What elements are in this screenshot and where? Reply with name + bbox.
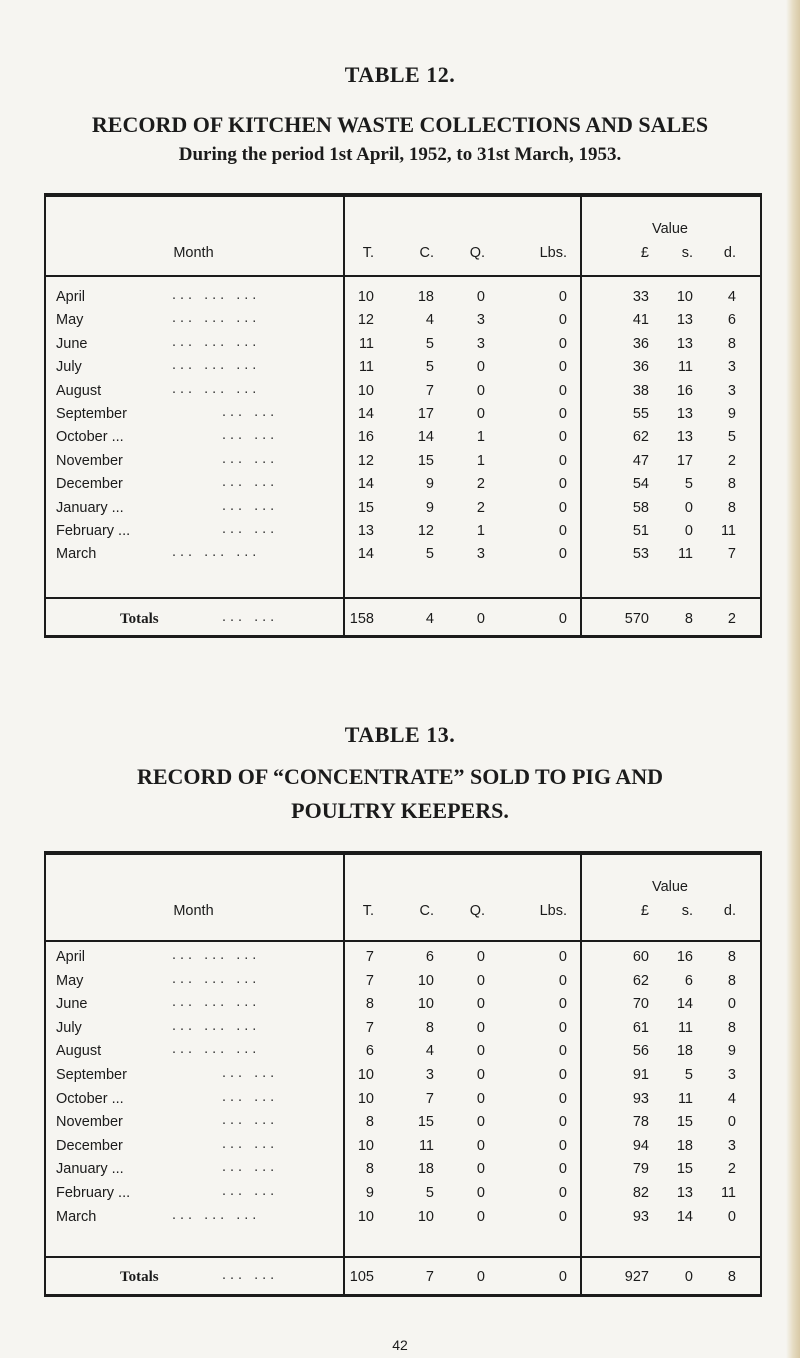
leader-dots: ... ... xyxy=(222,1135,279,1152)
leader-dots: ... ... ... xyxy=(172,970,261,987)
lbs-cell: 0 xyxy=(558,1043,567,1060)
top-rule xyxy=(44,193,762,197)
bottom-rule xyxy=(44,635,762,638)
s-cell: 6 xyxy=(684,972,693,989)
d-cell: 11 xyxy=(720,523,736,539)
totals-d: 2 xyxy=(727,611,736,627)
t-cell: 10 xyxy=(357,1208,374,1225)
pounds-cell: 53 xyxy=(632,546,649,563)
c-cell: 5 xyxy=(425,546,434,563)
leader-dots: ... ... xyxy=(222,1159,279,1176)
t-cell: 12 xyxy=(357,452,374,469)
pounds-cell: 61 xyxy=(632,1019,649,1036)
d-cell: 7 xyxy=(727,546,736,563)
c-cell: 7 xyxy=(425,382,434,399)
header-rule xyxy=(44,275,762,277)
c-cell: 9 xyxy=(425,499,434,516)
month-cell: July xyxy=(56,1019,82,1036)
d-cell: 4 xyxy=(727,289,736,305)
lbs-cell: 0 xyxy=(558,499,567,516)
table12-title: RECORD OF KITCHEN WASTE COLLECTIONS AND SALES xyxy=(91,112,709,137)
c-header: C. xyxy=(419,245,434,261)
q-cell: 0 xyxy=(476,1161,485,1178)
t-cell: 8 xyxy=(365,996,374,1013)
c-cell: 4 xyxy=(425,1043,434,1060)
pounds-cell: 62 xyxy=(632,972,649,989)
s-cell: 16 xyxy=(676,949,693,965)
totals-pounds: 927 xyxy=(624,1269,649,1285)
c-cell: 10 xyxy=(417,1208,434,1225)
c-cell: 8 xyxy=(425,1019,434,1036)
c-cell: 10 xyxy=(417,972,434,989)
d-cell: 3 xyxy=(727,1067,736,1083)
q-cell: 3 xyxy=(476,335,485,352)
leader-dots: ... ... ... xyxy=(172,333,261,350)
s-cell: 18 xyxy=(676,1137,693,1154)
d-cell: 8 xyxy=(727,476,736,493)
lbs-header: Lbs. xyxy=(539,903,567,919)
q-cell: 0 xyxy=(476,972,485,989)
lbs-cell: 0 xyxy=(558,312,567,329)
pounds-cell: 93 xyxy=(632,1208,649,1225)
d-header: d. xyxy=(723,903,736,919)
lbs-cell: 0 xyxy=(558,1137,567,1154)
month-cell: November xyxy=(56,452,123,469)
t-cell: 6 xyxy=(365,1043,374,1060)
d-cell: 4 xyxy=(727,1090,736,1107)
d-cell: 11 xyxy=(720,1185,736,1201)
q-cell: 0 xyxy=(476,1114,485,1131)
s-cell: 5 xyxy=(684,476,693,493)
totals-s: 8 xyxy=(684,611,693,627)
t-cell: 14 xyxy=(357,476,374,493)
table13 xyxy=(44,851,762,1331)
c-cell: 15 xyxy=(417,1114,434,1131)
leader-dots: ... ... ... xyxy=(172,1041,261,1058)
c-cell: 5 xyxy=(425,359,434,376)
month-header: Month xyxy=(173,903,214,919)
pounds-cell: 55 xyxy=(632,406,649,422)
d-cell: 8 xyxy=(727,499,736,516)
s-cell: 11 xyxy=(677,546,693,563)
pounds-cell: 94 xyxy=(632,1137,649,1154)
leader-dots: ... ... ... xyxy=(172,380,261,397)
header-rule xyxy=(44,940,762,942)
q-cell: 0 xyxy=(476,382,485,399)
c-cell: 18 xyxy=(417,1161,434,1178)
table12 xyxy=(44,193,762,638)
lbs-cell: 0 xyxy=(558,452,567,469)
lbs-cell: 0 xyxy=(558,523,567,539)
s-cell: 15 xyxy=(676,1114,693,1131)
d-cell: 2 xyxy=(727,1161,736,1178)
s-cell: 5 xyxy=(684,1067,693,1083)
table13-title-line1: RECORD OF “CONCENTRATE” SOLD TO PIG AND xyxy=(136,764,664,789)
d-cell: 3 xyxy=(727,1137,736,1154)
c-cell: 7 xyxy=(425,1090,434,1107)
leader-dots: ... ... xyxy=(222,404,279,420)
c-cell: 3 xyxy=(425,1067,434,1083)
t-cell: 8 xyxy=(365,1161,374,1178)
q-header: Q. xyxy=(469,245,485,261)
leader-dots: ... ... xyxy=(222,1088,279,1105)
leader-dots: ... ... xyxy=(222,450,279,467)
totals-lbs: 0 xyxy=(558,611,567,627)
month-cell: November xyxy=(56,1114,123,1131)
q-cell: 3 xyxy=(476,546,485,563)
c-cell: 10 xyxy=(417,996,434,1013)
c-cell: 9 xyxy=(425,476,434,493)
t-cell: 10 xyxy=(357,289,374,305)
s-cell: 11 xyxy=(677,1090,693,1107)
month-cell: May xyxy=(56,972,84,989)
q-cell: 0 xyxy=(476,359,485,376)
pounds-cell: 51 xyxy=(632,523,649,539)
pounds-cell: 41 xyxy=(632,312,649,329)
table12-number: TABLE 12. xyxy=(344,62,456,87)
value-header: Value xyxy=(651,221,688,237)
right-border xyxy=(760,851,762,1297)
leader-dots: ... ... ... xyxy=(172,1206,261,1223)
totals-label: Totals xyxy=(120,611,159,627)
table13-title-line2: POULTRY KEEPERS. xyxy=(291,798,509,823)
totals-t: 158 xyxy=(349,611,374,627)
lbs-header: Lbs. xyxy=(539,245,567,261)
leader-dots: ... ... ... xyxy=(172,357,261,374)
d-cell: 8 xyxy=(727,949,736,965)
lbs-cell: 0 xyxy=(558,382,567,399)
page-edge xyxy=(786,0,800,1358)
totals-rule xyxy=(44,1256,762,1258)
pounds-cell: 79 xyxy=(632,1161,649,1178)
month-cell: April xyxy=(56,289,86,305)
d-cell: 2 xyxy=(727,452,736,469)
s-cell: 16 xyxy=(676,382,693,399)
d-cell: 0 xyxy=(727,1114,736,1131)
d-cell: 3 xyxy=(727,359,736,376)
leader-dots: ... ... ... xyxy=(172,1017,261,1034)
totals-rule xyxy=(44,597,762,599)
d-cell: 0 xyxy=(727,996,736,1013)
month-cell: May xyxy=(56,312,84,329)
totals-t: 105 xyxy=(349,1269,374,1285)
q-cell: 0 xyxy=(476,1185,485,1201)
q-cell: 0 xyxy=(476,1019,485,1036)
pounds-cell: 33 xyxy=(632,289,649,305)
t-cell: 12 xyxy=(357,312,374,329)
month-cell: January ... xyxy=(56,499,124,516)
month-cell: February ... xyxy=(56,523,131,539)
s-cell: 13 xyxy=(676,1185,693,1201)
lbs-cell: 0 xyxy=(558,1208,567,1225)
totals-q: 0 xyxy=(476,1269,485,1285)
totals-q: 0 xyxy=(476,611,485,627)
c-cell: 5 xyxy=(425,335,434,352)
c-cell: 17 xyxy=(417,406,434,422)
t-cell: 7 xyxy=(365,949,374,965)
totals-c: 4 xyxy=(425,611,434,627)
bottom-rule xyxy=(44,1294,762,1297)
month-cell: March xyxy=(56,1208,97,1225)
t-cell: 11 xyxy=(358,335,374,352)
lbs-cell: 0 xyxy=(558,429,567,446)
month-cell: April xyxy=(56,949,86,965)
d-cell: 8 xyxy=(727,972,736,989)
d-header: d. xyxy=(723,245,736,261)
s-cell: 13 xyxy=(676,406,693,422)
c-cell: 14 xyxy=(417,429,434,446)
month-cell: January ... xyxy=(56,1161,124,1178)
pounds-cell: 62 xyxy=(632,429,649,446)
s-cell: 14 xyxy=(676,996,693,1013)
t-cell: 10 xyxy=(357,382,374,399)
month-cell: September xyxy=(56,1067,127,1083)
t-header: T. xyxy=(362,245,374,261)
lbs-cell: 0 xyxy=(558,289,567,305)
leader-dots: ... ... xyxy=(222,497,279,514)
totals-s: 0 xyxy=(684,1269,693,1285)
totals-pounds: 570 xyxy=(624,611,649,627)
month-cell: October ... xyxy=(56,429,124,446)
q-cell: 1 xyxy=(476,452,485,469)
leader-dots: ... ... xyxy=(222,474,279,491)
q-cell: 2 xyxy=(476,499,485,516)
q-cell: 0 xyxy=(476,1090,485,1107)
totals-lbs: 0 xyxy=(558,1269,567,1285)
lbs-cell: 0 xyxy=(558,1161,567,1178)
pounds-cell: 56 xyxy=(632,1043,649,1060)
lbs-cell: 0 xyxy=(558,546,567,563)
lbs-cell: 0 xyxy=(558,1090,567,1107)
t-cell: 10 xyxy=(357,1067,374,1083)
s-cell: 13 xyxy=(676,429,693,446)
page-number: 42 xyxy=(392,1337,408,1353)
lbs-cell: 0 xyxy=(558,1114,567,1131)
s-cell: 11 xyxy=(677,359,693,376)
pounds-cell: 36 xyxy=(632,335,649,352)
t-cell: 11 xyxy=(358,359,374,376)
q-cell: 0 xyxy=(476,1067,485,1083)
q-cell: 0 xyxy=(476,1208,485,1225)
month-cell: August xyxy=(56,382,102,399)
s-cell: 14 xyxy=(676,1208,693,1225)
leader-dots: ... ... xyxy=(222,521,279,537)
q-cell: 2 xyxy=(476,476,485,493)
q-cell: 0 xyxy=(476,1137,485,1154)
lbs-cell: 0 xyxy=(558,406,567,422)
t-cell: 15 xyxy=(357,499,374,516)
c-cell: 5 xyxy=(425,1185,434,1201)
q-cell: 0 xyxy=(476,1043,485,1060)
lbs-cell: 0 xyxy=(558,1185,567,1201)
d-cell: 5 xyxy=(727,429,736,446)
t-cell: 8 xyxy=(365,1114,374,1131)
right-border xyxy=(760,193,762,638)
c-cell: 15 xyxy=(417,452,434,469)
pounds-cell: 70 xyxy=(632,996,649,1013)
t-cell: 16 xyxy=(357,429,374,446)
c-cell: 4 xyxy=(425,312,434,329)
s-cell: 10 xyxy=(676,289,693,305)
q-cell: 0 xyxy=(476,949,485,965)
d-cell: 8 xyxy=(727,1019,736,1036)
d-cell: 6 xyxy=(727,312,736,329)
totals-label: Totals xyxy=(120,1269,159,1285)
t-cell: 7 xyxy=(365,972,374,989)
q-cell: 1 xyxy=(476,523,485,539)
month-cell: June xyxy=(56,996,88,1013)
pounds-cell: 47 xyxy=(632,452,649,469)
lbs-cell: 0 xyxy=(558,996,567,1013)
d-cell: 9 xyxy=(727,1043,736,1060)
leader-dots: ... ... ... xyxy=(172,287,261,303)
s-cell: 0 xyxy=(684,523,693,539)
lbs-cell: 0 xyxy=(558,359,567,376)
lbs-cell: 0 xyxy=(558,335,567,352)
c-cell: 6 xyxy=(425,949,434,965)
leader-dots: ... ... xyxy=(222,609,279,625)
d-cell: 3 xyxy=(727,382,736,399)
t-cell: 9 xyxy=(365,1185,374,1201)
value-column-divider xyxy=(580,851,582,1297)
s-cell: 17 xyxy=(676,452,693,469)
pounds-cell: 93 xyxy=(632,1090,649,1107)
top-rule xyxy=(44,851,762,855)
month-cell: October ... xyxy=(56,1090,124,1107)
t-cell: 10 xyxy=(357,1137,374,1154)
leader-dots: ... ... ... xyxy=(172,994,261,1011)
t-header: T. xyxy=(362,903,374,919)
s-header: s. xyxy=(681,903,693,919)
table12-subtitle: During the period 1st April, 1952, to 31st March, 1953. xyxy=(178,144,622,165)
s-cell: 18 xyxy=(676,1043,693,1060)
month-cell: June xyxy=(56,335,88,352)
q-cell: 0 xyxy=(476,996,485,1013)
pounds-cell: 36 xyxy=(632,359,649,376)
value-column-divider xyxy=(580,193,582,638)
s-cell: 13 xyxy=(676,312,693,329)
s-cell: 13 xyxy=(676,335,693,352)
c-cell: 11 xyxy=(418,1137,434,1154)
leader-dots: ... ... xyxy=(222,1183,279,1199)
pounds-cell: 58 xyxy=(632,499,649,516)
pounds-header: £ xyxy=(640,245,649,261)
month-cell: March xyxy=(56,546,97,563)
t-cell: 10 xyxy=(357,1090,374,1107)
c-cell: 18 xyxy=(417,289,434,305)
month-cell: February ... xyxy=(56,1185,131,1201)
t-cell: 14 xyxy=(357,546,374,563)
leader-dots: ... ... ... xyxy=(172,310,261,327)
s-cell: 0 xyxy=(684,499,693,516)
t-cell: 7 xyxy=(365,1019,374,1036)
q-cell: 3 xyxy=(476,312,485,329)
totals-d: 8 xyxy=(727,1269,736,1285)
lbs-cell: 0 xyxy=(558,476,567,493)
d-cell: 0 xyxy=(727,1208,736,1225)
q-cell: 1 xyxy=(476,429,485,446)
s-header: s. xyxy=(681,245,693,261)
month-cell: December xyxy=(56,476,123,493)
t-cell: 14 xyxy=(357,406,374,422)
pounds-header: £ xyxy=(640,903,649,919)
pounds-cell: 91 xyxy=(632,1067,649,1083)
q-header: Q. xyxy=(469,903,485,919)
lbs-cell: 0 xyxy=(558,1067,567,1083)
month-header: Month xyxy=(173,245,214,261)
q-cell: 0 xyxy=(476,289,485,305)
s-cell: 15 xyxy=(676,1161,693,1178)
leader-dots: ... ... xyxy=(222,427,279,444)
leader-dots: ... ... ... xyxy=(172,544,261,561)
d-cell: 8 xyxy=(727,335,736,352)
pounds-cell: 78 xyxy=(632,1114,649,1131)
c-cell: 12 xyxy=(417,523,434,539)
month-cell: August xyxy=(56,1043,102,1060)
leader-dots: ... ... ... xyxy=(172,947,261,963)
c-header: C. xyxy=(419,903,434,919)
month-cell: December xyxy=(56,1137,123,1154)
value-header: Value xyxy=(651,879,688,895)
q-cell: 0 xyxy=(476,406,485,422)
s-cell: 11 xyxy=(677,1019,693,1036)
pounds-cell: 54 xyxy=(632,476,649,493)
totals-c: 7 xyxy=(425,1269,434,1285)
leader-dots: ... ... xyxy=(222,1112,279,1129)
lbs-cell: 0 xyxy=(558,1019,567,1036)
leader-dots: ... ... xyxy=(222,1267,279,1283)
pounds-cell: 60 xyxy=(632,949,649,965)
month-cell: September xyxy=(56,406,127,422)
t-cell: 13 xyxy=(357,523,374,539)
lbs-cell: 0 xyxy=(558,949,567,965)
pounds-cell: 82 xyxy=(632,1185,649,1201)
d-cell: 9 xyxy=(727,406,736,422)
pounds-cell: 38 xyxy=(632,382,649,399)
month-cell: July xyxy=(56,359,82,376)
lbs-cell: 0 xyxy=(558,972,567,989)
leader-dots: ... ... xyxy=(222,1065,279,1081)
table13-number: TABLE 13. xyxy=(344,722,456,747)
